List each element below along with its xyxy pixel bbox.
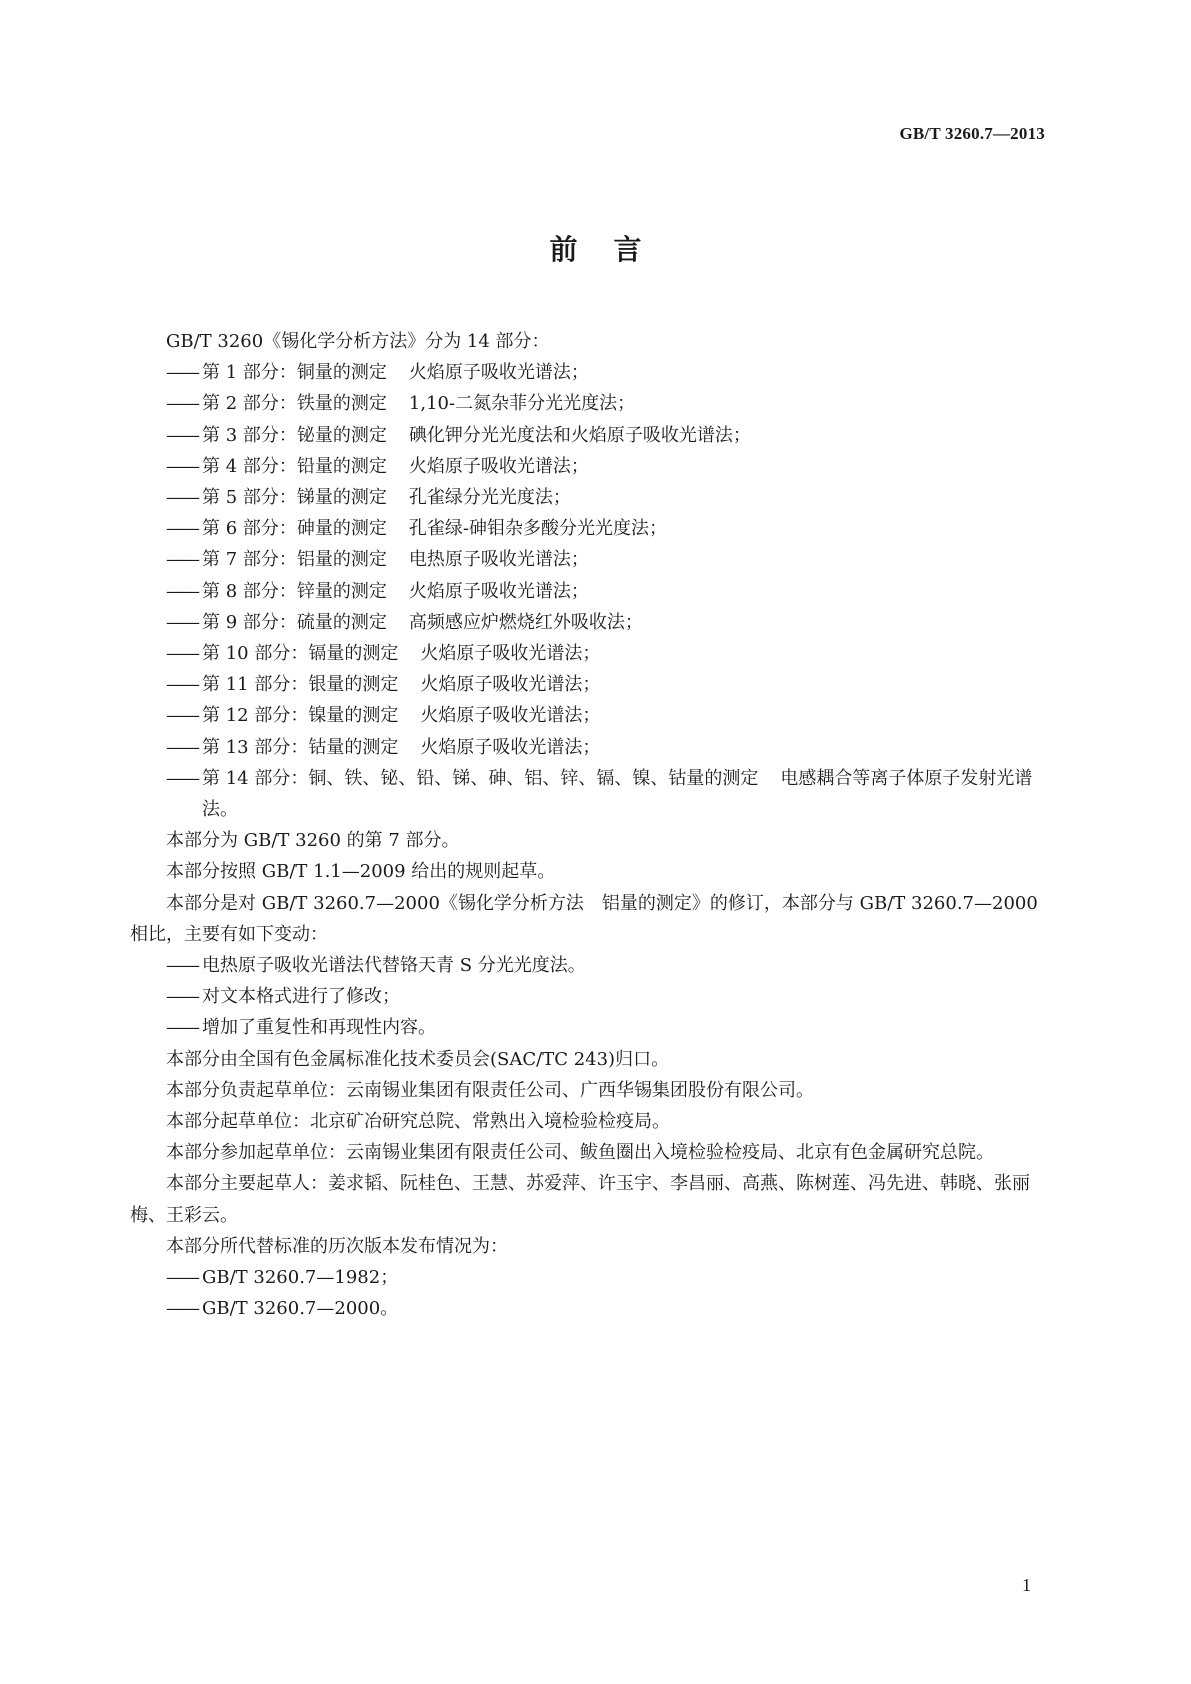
intro-paragraph: GB/T 3260《锡化学分析方法》分为 14 部分： bbox=[166, 331, 550, 352]
list-item: —— 第 8 部分：锌量的测定 火焰原子吸收光谱法； bbox=[166, 580, 589, 602]
list-item: —— 第 5 部分：锑量的测定 孔雀绿分光光度法； bbox=[166, 487, 571, 509]
standard-number: GB/T 3260.7—2013 bbox=[899, 124, 1045, 143]
list-item: —— 第 2 部分：铁量的测定 1,10-二氮杂菲分光光度法； bbox=[166, 393, 636, 415]
list-item: —— 对文本格式进行了修改； bbox=[166, 986, 400, 1008]
page-title: 前言 bbox=[549, 233, 678, 266]
history-list bbox=[130, 1262, 1060, 1324]
list-item: —— 电热原子吸收光谱法代替铬天青 S 分光光度法。 bbox=[166, 955, 586, 977]
history-paragraph: 本部分所代替标准的历次版本发布情况为： bbox=[166, 1235, 508, 1257]
list-item: —— 第 1 部分：铜量的测定 火焰原子吸收光谱法； bbox=[166, 362, 589, 384]
list-item: —— GB/T 3260.7—1982； bbox=[166, 1267, 399, 1289]
list-item: —— 第 14 部分：铜、铁、铋、铅、锑、砷、铝、锌、镉、镍、钴量的测定 电感耦合等离子体原子发射光谱法。 bbox=[166, 767, 1033, 821]
part-of-paragraph: 本部分为 GB/T 3260 的第 7 部分。 bbox=[166, 830, 460, 852]
centralized-paragraph: 本部分由全国有色金属标准化技术委员会(SAC/TC 243)归口。 bbox=[166, 1048, 670, 1070]
responsible-units-paragraph: 本部分负责起草单位：云南锡业集团有限责任公司、广西华锡集团股份有限公司。 bbox=[166, 1079, 814, 1101]
foreword-body bbox=[130, 326, 1060, 1325]
drafting-units-paragraph: 本部分起草单位：北京矿冶研究总院、常熟出入境检验检疫局。 bbox=[166, 1111, 670, 1133]
drafters-paragraph: 本部分主要起草人：姜求韬、阮桂色、王慧、苏爱萍、许玉宇、李昌丽、高燕、陈树莲、冯先进、韩晓、张丽梅、王彩云。 bbox=[130, 1173, 1030, 1226]
list-item: —— 第 3 部分：铋量的测定 碘化钾分光光度法和火焰原子吸收光谱法； bbox=[166, 424, 751, 446]
list-item: —— 第 9 部分：硫量的测定 高频感应炉燃烧红外吸收法； bbox=[166, 611, 643, 633]
drafting-rules-paragraph: 本部分按照 GB/T 1.1—2009 给出的规则起草。 bbox=[166, 861, 556, 883]
list-item: —— 第 12 部分：镍量的测定 火焰原子吸收光谱法； bbox=[166, 705, 601, 727]
changes-list bbox=[130, 950, 1060, 1044]
revision-paragraph: 本部分是对 GB/T 3260.7—2000《锡化学分析方法 铝量的测定》的修订，本部分与 GB/T 3260.7—2000 相比，主要有如下变动： bbox=[130, 892, 1038, 945]
parts-list bbox=[130, 357, 1060, 825]
page-number: 1 bbox=[1022, 1575, 1031, 1595]
list-item: —— 第 6 部分：砷量的测定 孔雀绿-砷钼杂多酸分光光度法； bbox=[166, 518, 667, 540]
list-item: —— GB/T 3260.7—2000。 bbox=[166, 1298, 399, 1320]
list-item: —— 第 13 部分：钴量的测定 火焰原子吸收光谱法； bbox=[166, 736, 601, 758]
list-item: —— 第 7 部分：铝量的测定 电热原子吸收光谱法； bbox=[166, 549, 589, 571]
list-item: —— 第 4 部分：铅量的测定 火焰原子吸收光谱法； bbox=[166, 455, 589, 477]
participating-units-paragraph: 本部分参加起草单位：云南锡业集团有限责任公司、鲅鱼圈出入境检验检疫局、北京有色金属研究总院。 bbox=[166, 1142, 994, 1164]
list-item: —— 第 11 部分：银量的测定 火焰原子吸收光谱法； bbox=[166, 674, 601, 696]
list-item: —— 第 10 部分：镉量的测定 火焰原子吸收光谱法； bbox=[166, 643, 601, 665]
list-item: —— 增加了重复性和再现性内容。 bbox=[166, 1017, 436, 1039]
